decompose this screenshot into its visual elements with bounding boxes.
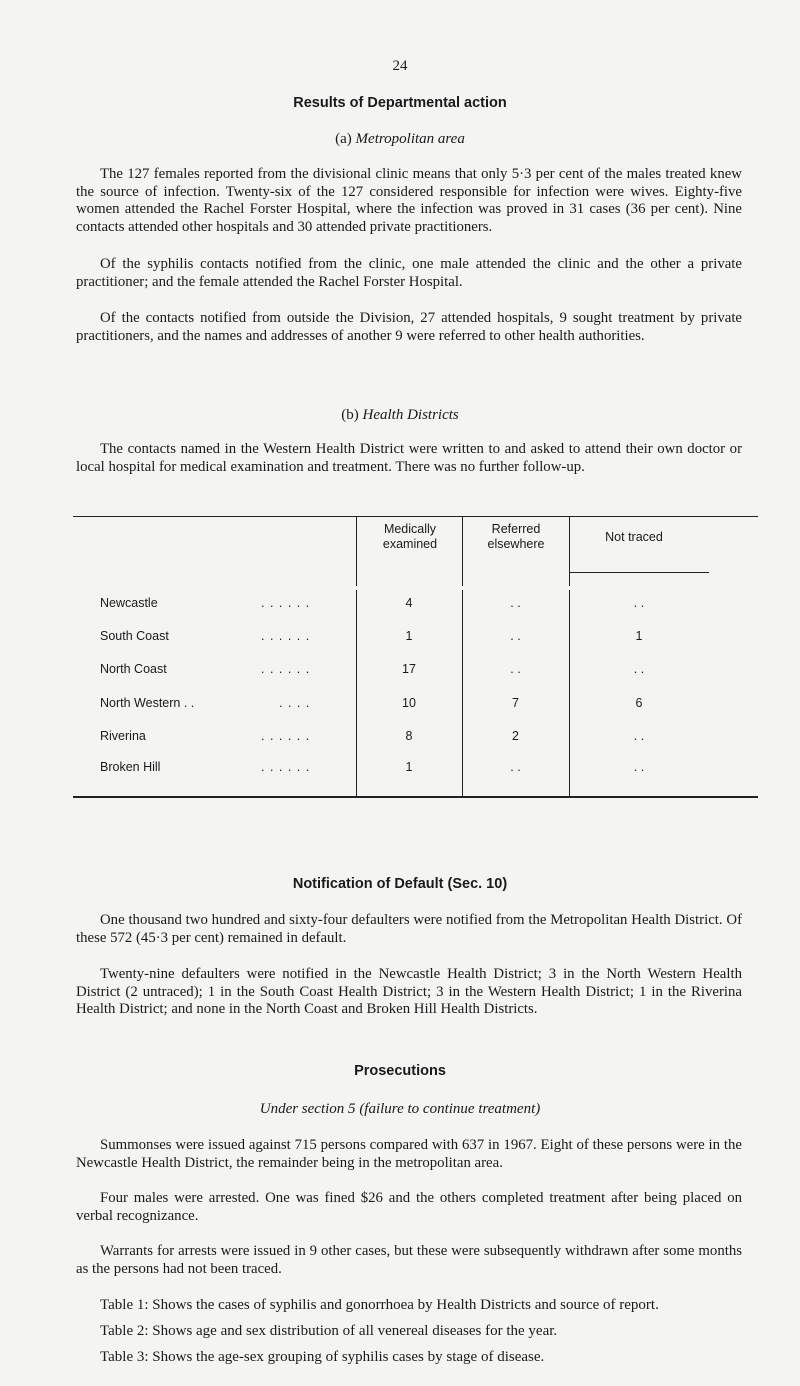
- page-number: 24: [392, 58, 408, 74]
- paragraph-metro-1: The 127 females reported from the divisional clinic means that only 5·3 per cent of the males treated knew the source of infection. Twenty-six of the 127 considered responsible for infection were wives. Eighty-five women attended the Rachel Forster Hospital, where the infection was proved in 31 cases (36 per cent). Nine contacts attended other hospitals and 30 attended private practitioners.: [76, 166, 742, 235]
- dot-leader: . . . . . .: [261, 596, 311, 610]
- cell-referred: . .: [510, 629, 521, 643]
- column-header-examined: Medically examined: [382, 522, 438, 551]
- contacts-table: [73, 516, 758, 802]
- cell-examined: 4: [405, 596, 413, 610]
- row-label: North Coast: [100, 662, 167, 676]
- dot-leader: . . . . . .: [261, 760, 311, 774]
- table-reference-2: Table 2: Shows age and sex distribution of all venereal diseases for the year.: [100, 1323, 558, 1339]
- paragraph-prosecutions-3: Warrants for arrests were issued in 9 other cases, but these were subsequently withdrawn after some months as the persons had not been traced.: [76, 1243, 742, 1277]
- paragraph-metro-3: Of the contacts notified from outside the Division, 27 attended hospitals, 9 sought treatment by private practitioners, and the names and addresses of another 9 were referred to other health authorities.: [76, 310, 742, 344]
- table-top-rule: [73, 516, 758, 517]
- cell-examined: 1: [405, 629, 413, 643]
- cell-not-traced: . .: [633, 760, 645, 774]
- section-title-default: Notification of Default (Sec. 10): [292, 876, 508, 892]
- row-label: North Western . .: [100, 696, 195, 710]
- cell-not-traced: 6: [635, 696, 643, 710]
- row-label: Newcastle: [100, 596, 158, 610]
- paragraph-metro-2: Of the syphilis contacts notified from the clinic, one male attended the clinic and the other a private practitioner; and the female attended the Rachel Forster Hospital.: [76, 256, 742, 290]
- cell-examined: 1: [405, 760, 413, 774]
- cell-examined: 10: [402, 696, 416, 710]
- table-reference-3: Table 3: Shows the age-sex grouping of syphilis cases by stage of disease.: [100, 1349, 545, 1365]
- column-header-referred: Referred elsewhere: [487, 522, 545, 551]
- table-divider: [356, 516, 357, 586]
- subheading-paren: (failure to continue treatment): [359, 1101, 541, 1117]
- cell-not-traced: . .: [633, 662, 645, 676]
- cell-not-traced: 1: [635, 629, 643, 643]
- cell-referred: 7: [512, 696, 519, 710]
- subheading-prefix: Under section 5: [259, 1101, 356, 1117]
- paragraph-prosecutions-1: Summonses were issued against 715 persons compared with 637 in 1967. Eight of these persons were in the Newcastle Health District, the remainder being in the metropolitan area.: [76, 1137, 742, 1171]
- subheading-name: Health Districts: [362, 407, 459, 423]
- subheading-health-districts: [0, 407, 800, 424]
- table-reference-1: Table 1: Shows the cases of syphilis and gonorrhoea by Health Districts and source of report.: [100, 1297, 659, 1313]
- cell-referred: . .: [510, 760, 521, 774]
- subheading-prefix: (a): [335, 131, 352, 147]
- table-divider: [462, 516, 463, 586]
- paragraph-default-1: One thousand two hundred and sixty-four defaulters were notified from the Metropolitan Health District. Of these 572 (45·3 per cent) remained in default.: [76, 912, 742, 946]
- dot-leader: . . . . . .: [261, 629, 311, 643]
- table-bottom-rule: [73, 796, 758, 798]
- column-header-not-traced: Not traced: [605, 530, 663, 544]
- subheading-name: Metropolitan area: [355, 131, 465, 147]
- paragraph-prosecutions-2: Four males were arrested. One was fined $26 and the others completed treatment after being placed on verbal recognizance.: [76, 1190, 742, 1224]
- subheading-metropolitan: [0, 131, 800, 148]
- cell-referred: . .: [510, 662, 521, 676]
- section-title-results: Results of Departmental action: [293, 95, 507, 111]
- header-rule: [569, 572, 709, 573]
- cell-not-traced: . .: [633, 596, 645, 610]
- subheading-section-5: [0, 1101, 800, 1118]
- dot-leader: . . . .: [279, 696, 311, 710]
- row-label: Riverina: [100, 729, 146, 743]
- cell-examined: 17: [402, 662, 416, 676]
- section-title-prosecutions: Prosecutions: [354, 1063, 446, 1079]
- paragraph-health-districts: The contacts named in the Western Health District were written to and asked to attend their own doctor or local hospital for medical examination and treatment. There was no further follow-up.: [76, 441, 742, 475]
- table-divider: [569, 516, 570, 586]
- subheading-prefix: (b): [341, 407, 359, 423]
- cell-examined: 8: [405, 729, 413, 743]
- paragraph-default-2: Twenty-nine defaulters were notified in the Newcastle Health District; 3 in the North Western Health District (2 untraced); 1 in the South Coast Health District; 3 in the Western Health District; 1 in the Riverina Health District; and none in the North Coast and Broken Hill Health Districts.: [76, 966, 742, 1017]
- dot-leader: . . . . . .: [261, 729, 311, 743]
- cell-not-traced: . .: [633, 729, 645, 743]
- cell-referred: . .: [510, 596, 521, 610]
- dot-leader: . . . . . .: [261, 662, 311, 676]
- row-label: Broken Hill: [100, 760, 161, 774]
- cell-referred: 2: [512, 729, 519, 743]
- row-label: South Coast: [100, 629, 169, 643]
